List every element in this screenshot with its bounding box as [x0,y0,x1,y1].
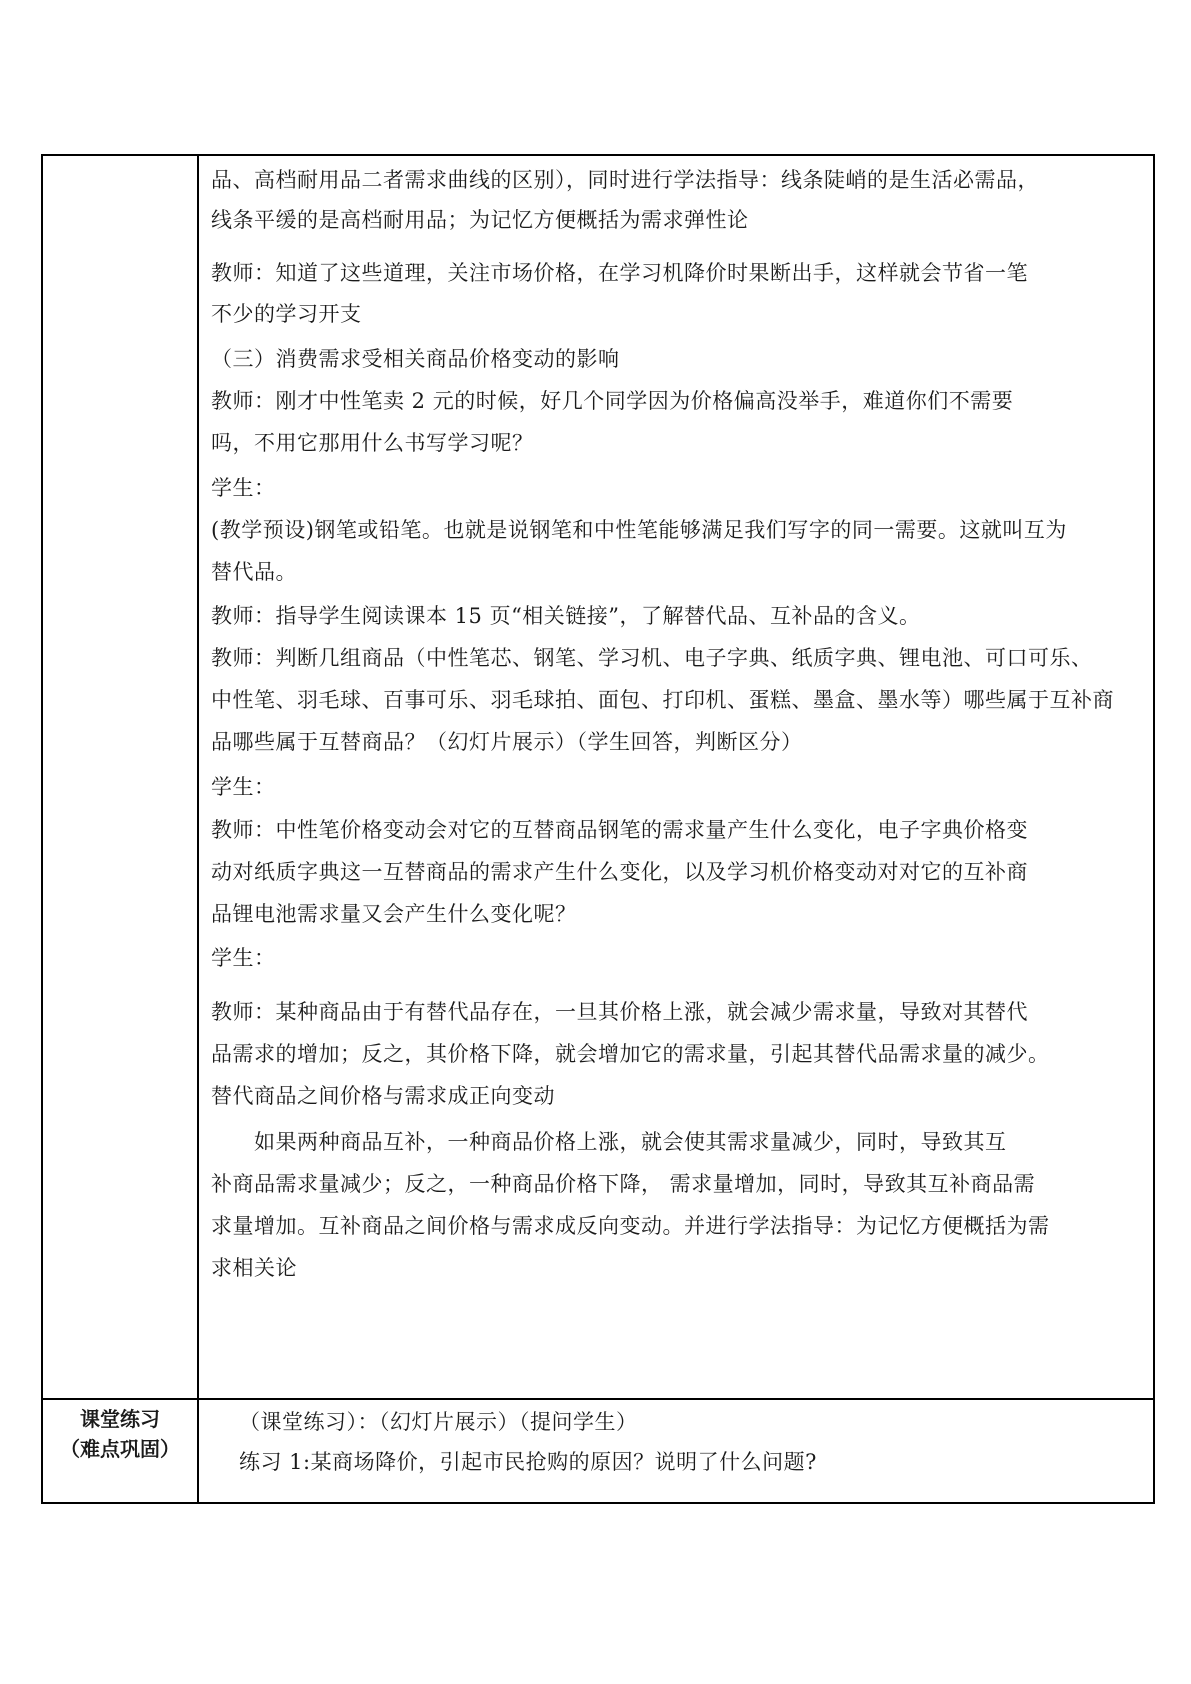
text-line: (教学预设)钢笔或铅笔。也就是说钢笔和中性笔能够满足我们写字的同一需要。这就叫互为 [211,518,1067,542]
section-heading: （三）消费需求受相关商品价格变动的影响 [211,347,620,371]
practice-question-1: 练习 1:某商场降价，引起市民抢购的原因？说明了什么问题? [239,1450,817,1474]
main-content-cell [198,155,1154,1399]
text-line: 学生： [211,775,276,799]
text-line: 动对纸质字典这一互替商品的需求产生什么变化，以及学习机价格变动对对它的互补商 [211,860,1028,884]
text-line: 品哪些属于互替商品？（幻灯片展示）（学生回答，判断区分） [211,730,803,754]
text-line: 补商品需求量减少；反之，一种商品价格下降， 需求量增加，同时，导致其互补商品需 [211,1172,1036,1196]
text-line: 替代品。 [211,560,297,584]
text-line: 如果两种商品互补，一种商品价格上涨，就会使其需求量减少，同时，导致其互 [211,1130,1007,1154]
text-line: 品、高档耐用品二者需求曲线的区别），同时进行学法指导：线条陡峭的是生活必需品， [211,168,1039,192]
text-line: 吗，不用它那用什么书写学习呢？ [211,431,534,455]
text-line: 品锂电池需求量又会产生什么变化呢？ [211,902,577,926]
text-line: 教师：某种商品由于有替代品存在，一旦其价格上涨，就会减少需求量，导致对其替代 [211,1000,1028,1024]
text-line: 求量增加。互补商品之间价格与需求成反向变动。并进行学法指导：为记忆方便概括为需 [211,1214,1050,1238]
text-line: 线条平缓的是高档耐用品；为记忆方便概括为需求弹性论 [211,208,749,232]
lesson-plan-table [41,154,1155,1504]
text-line: 教师：中性笔价格变动会对它的互替商品钢笔的需求量产生什么变化，电子字典价格变 [211,818,1028,842]
practice-intro-line: （课堂练习）：（幻灯片展示）（提问学生） [239,1410,638,1434]
text-line: 替代商品之间价格与需求成正向变动 [211,1084,555,1108]
practice-label-title: 课堂练习 [80,1407,160,1431]
practice-label-subtitle: （难点巩固） [60,1437,180,1461]
text-line: 教师：判断几组商品（中性笔芯、钢笔、学习机、电子字典、纸质字典、锂电池、可口可乐、 [211,646,1093,670]
practice-content-cell [198,1399,1154,1503]
text-line: 学生： [211,476,276,500]
text-line: 中性笔、羽毛球、百事可乐、羽毛球拍、面包、打印机、蛋糕、墨盒、墨水等）哪些属于互补商 [211,688,1114,712]
text-line: 教师：知道了这些道理，关注市场价格，在学习机降价时果断出手，这样就会节省一笔 [211,261,1028,285]
text-line: 求相关论 [211,1256,297,1280]
left-label-cell-empty [42,155,198,1399]
text-line: 教师：指导学生阅读课本 15 页“相关链接”，了解替代品、互补品的含义。 [211,604,921,628]
text-line: 品需求的增加；反之，其价格下降，就会增加它的需求量，引起其替代品需求量的减少。 [211,1042,1050,1066]
text-line: 教师：刚才中性笔卖 2 元的时候，好几个同学因为价格偏高没举手，难道你们不需要 [211,389,1014,413]
text-line: 不少的学习开支 [211,302,362,326]
practice-label-cell [42,1399,198,1503]
text-line: 学生： [211,946,276,970]
